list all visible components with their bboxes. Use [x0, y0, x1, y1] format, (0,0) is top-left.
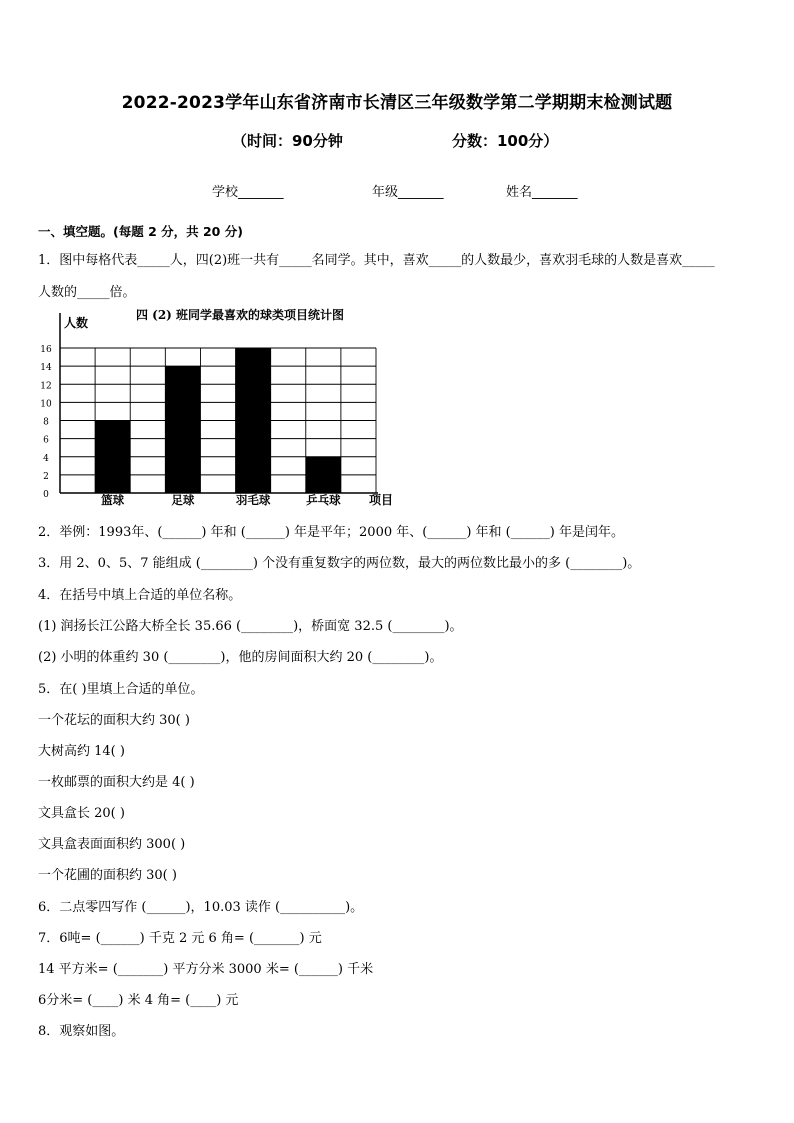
chart-categories — [101, 493, 341, 507]
y-tick-label: 14 — [40, 363, 52, 374]
question-6: 6．二点零四写作 (______)，10.03 读作 (__________)。 — [38, 900, 364, 915]
y-tick-label: 12 — [40, 381, 52, 392]
y-tick-label: 10 — [40, 399, 52, 410]
name-field: 姓名_______ — [506, 185, 578, 200]
y-tick-label: 16 — [40, 345, 52, 355]
bar — [236, 348, 271, 493]
question-5-item: 文具盒长 20( ) — [38, 806, 125, 821]
question-7-row2: 14 平方米= (_______) 平方分米 3000 米= (______) 千米 — [38, 962, 374, 977]
chart-y-ticks — [40, 345, 52, 500]
question-4-2: (2) 小明的体重约 30 (________)，他的房间面积大约 20 (________)。 — [38, 650, 443, 665]
grade-field: 年级_______ — [372, 185, 444, 200]
question-8: 8．观察如图。 — [38, 1024, 125, 1039]
chart-title: 四 (2) 班同学最喜欢的球类项目统计图 — [135, 308, 345, 322]
question-7-row3: 6分米= (____) 米 4 角= (____) 元 — [38, 993, 239, 1008]
question-2: 2．举例：1993年、(______) 年和 (______) 年是平年；2000 年、(______) 年和 (______) 年是闰年。 — [38, 525, 624, 540]
question-3: 3．用 2、0、5、7 能组成 (________) 个没有重复数字的两位数，最大的两位数比最小的多 (________)。 — [38, 556, 641, 571]
chart-x-label: 项目 — [369, 493, 394, 507]
question-4-1: (1) 润扬长江公路大桥全长 35.66 (________)，桥面宽 32.5 (________)。 — [38, 619, 463, 634]
question-5-item: 文具盒表面面积约 300( ) — [38, 837, 186, 852]
school-field: 学校_______ — [212, 185, 284, 200]
question-1-cont: 人数的_____倍。 — [38, 285, 136, 300]
y-tick-label: 8 — [43, 417, 49, 428]
y-tick-label: 4 — [43, 453, 49, 464]
section-heading: 一、填空题。(每题 2 分，共 20 分) — [38, 224, 243, 239]
y-tick-label: 6 — [43, 435, 49, 446]
category-label: 足球 — [171, 493, 195, 507]
bar-chart — [34, 303, 404, 513]
question-5-item: 一枚邮票的面积大约是 4( ) — [38, 775, 195, 790]
question-4: 4．在括号中填上合适的单位名称。 — [38, 588, 242, 603]
bar — [165, 366, 200, 493]
page-title: 2022-2023学年山东省济南市长清区三年级数学第二学期期末检测试题 — [121, 93, 673, 113]
chart-y-label: 人数 — [64, 316, 89, 330]
question-7: 7．6吨= (______) 千克 2 元 6 角= (_______) 元 — [38, 931, 322, 946]
category-label: 乒乓球 — [306, 493, 341, 507]
question-5-item: 一个花坛的面积大约 30( ) — [38, 713, 190, 728]
bar — [306, 457, 341, 493]
bar — [95, 421, 130, 494]
y-tick-label: 0 — [43, 490, 49, 500]
category-label: 篮球 — [101, 493, 125, 507]
question-5: 5．在( )里填上合适的单位。 — [38, 682, 204, 697]
exam-score: 分数：100分） — [452, 132, 559, 150]
question-5-item: 一个花圃的面积约 30( ) — [38, 868, 177, 883]
exam-time: （时间：90分钟 — [232, 132, 343, 150]
question-1: 1．图中每格代表_____人，四(2)班一共有_____名同学。其中，喜欢_____的人数最少，喜欢羽毛球的人数是喜欢_____ — [38, 253, 715, 268]
category-label: 羽毛球 — [235, 493, 271, 507]
question-5-item: 大树高约 14( ) — [38, 744, 125, 759]
y-tick-label: 2 — [43, 471, 49, 482]
